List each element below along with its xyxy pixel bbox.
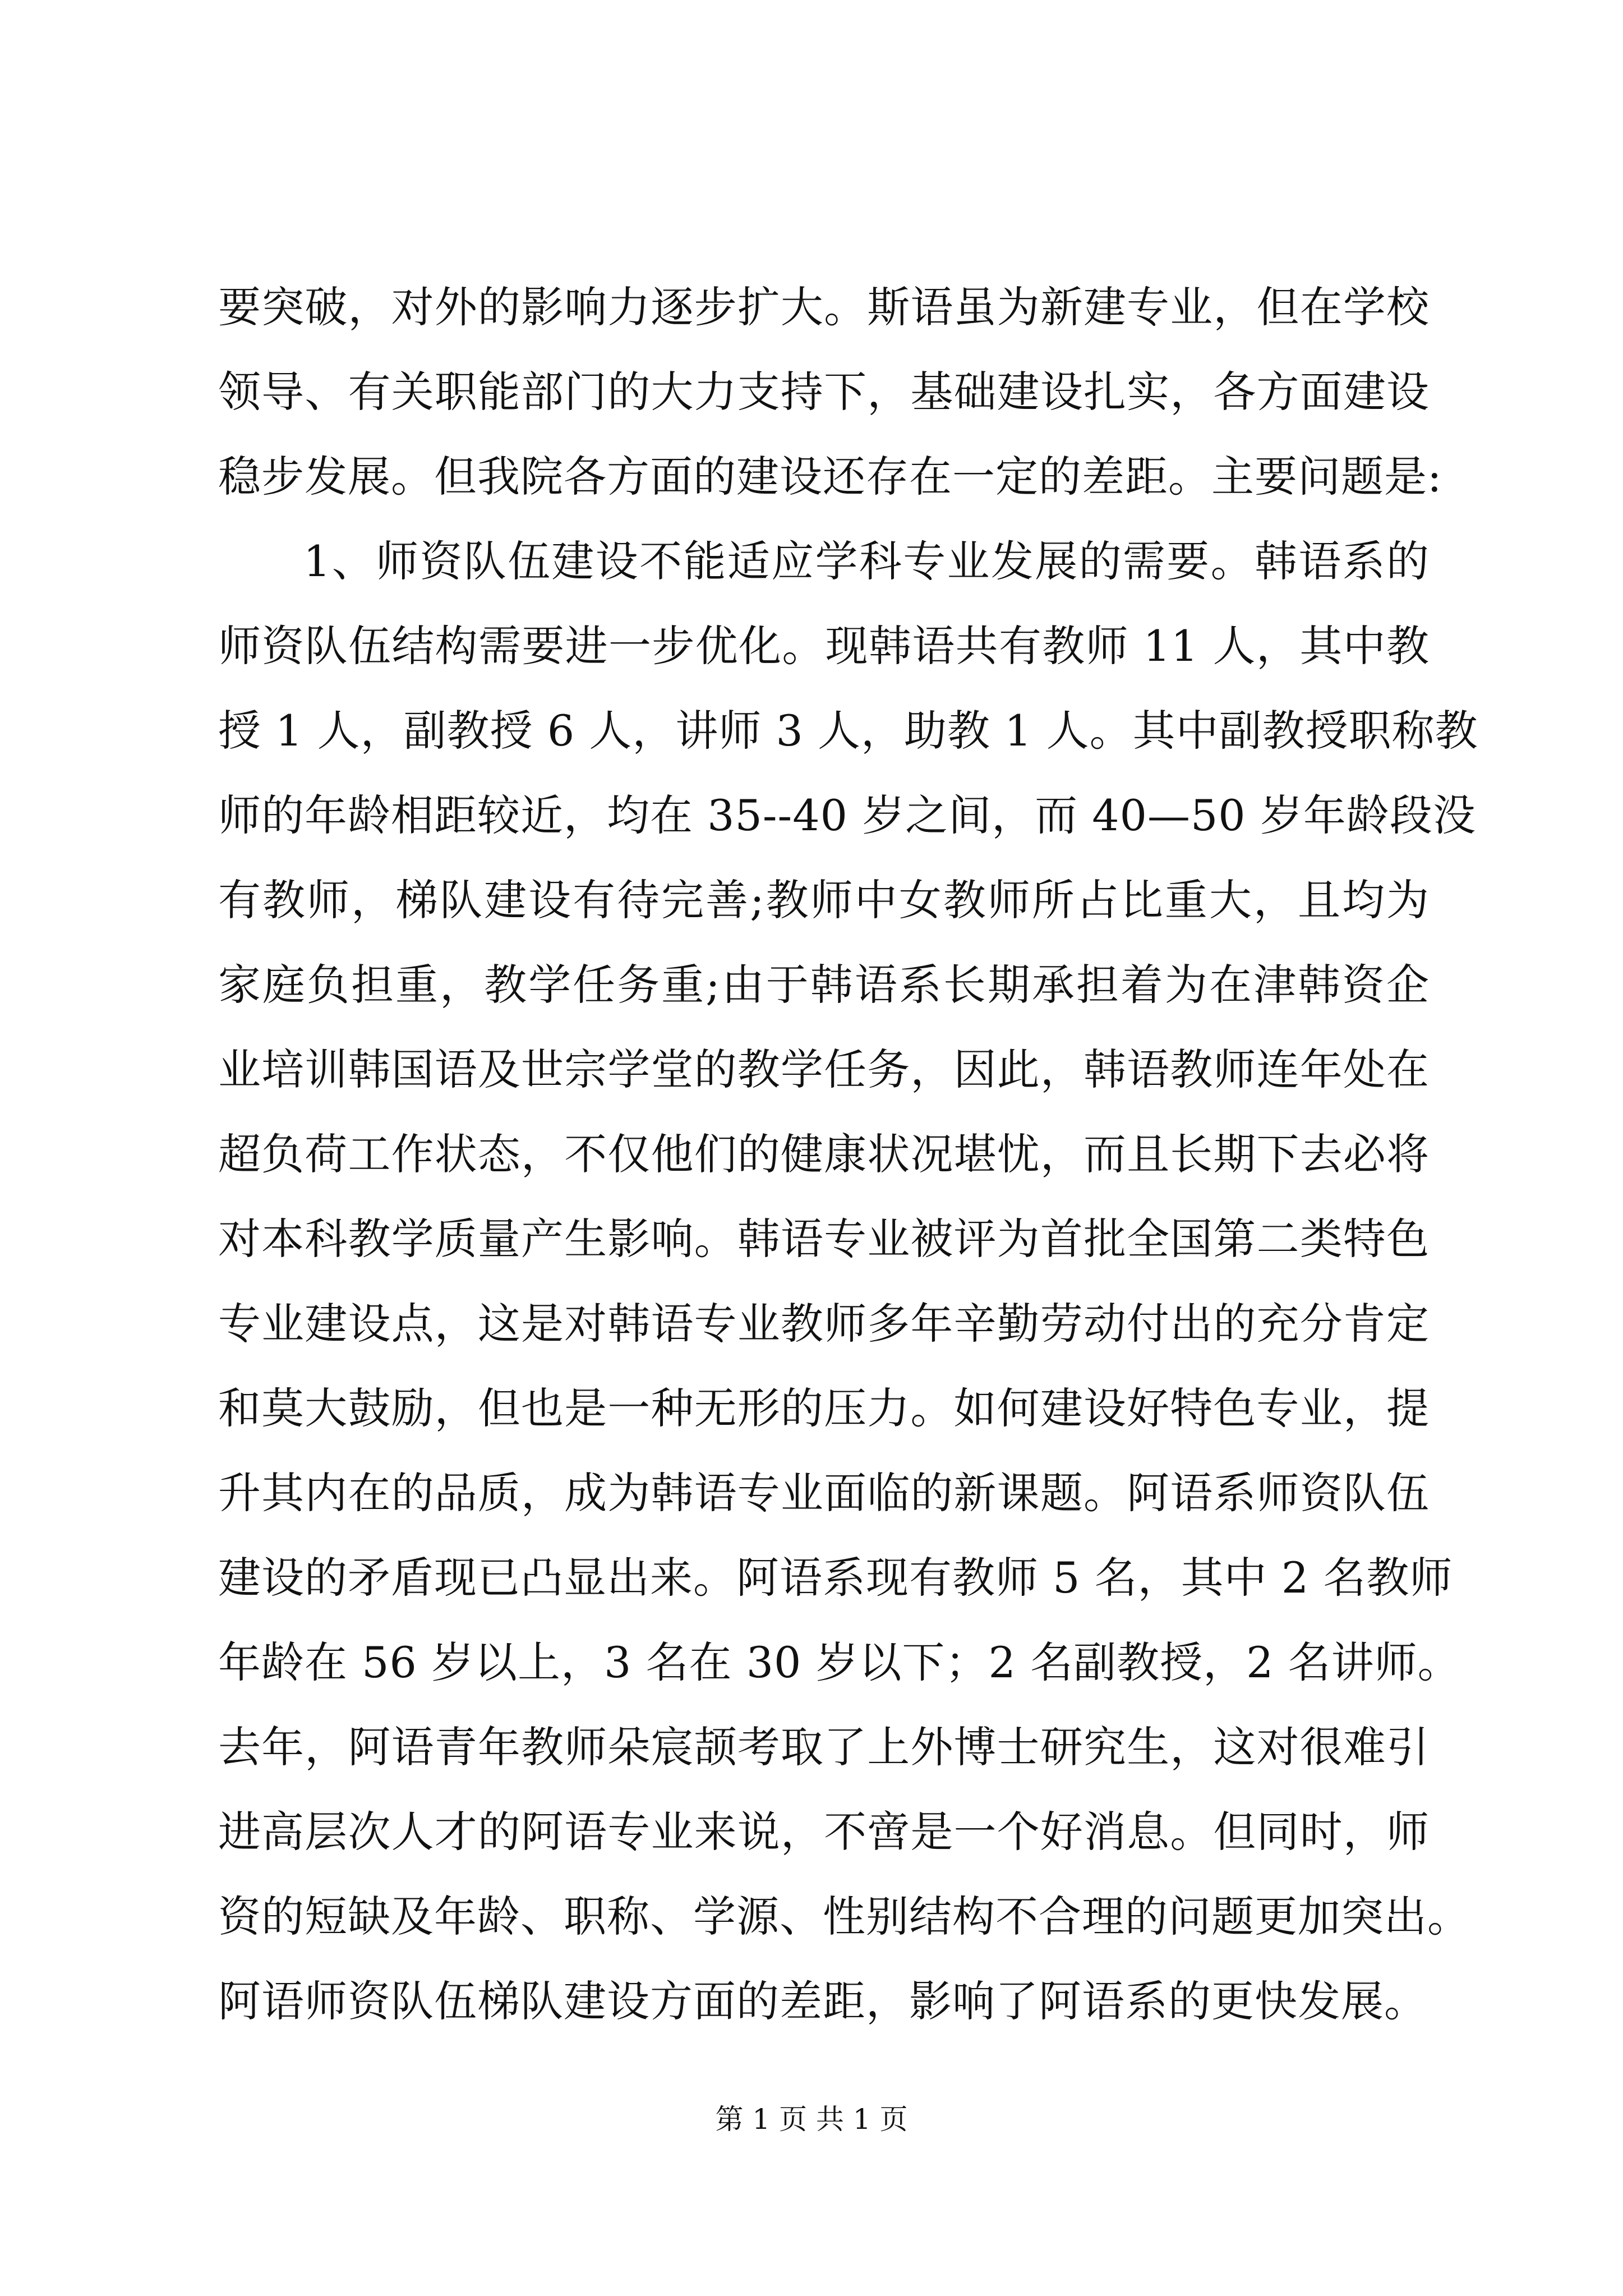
text-line: 业培训韩国语及世宗学堂的教学任务，因此，韩语教师连年处在 xyxy=(218,1045,1430,1094)
text-line: 对本科教学质量产生影响。韩语专业被评为首批全国第二类特色 xyxy=(218,1214,1430,1264)
text-line: 升其内在的品质，成为韩语专业面临的新课题。阿语系师资队伍 xyxy=(218,1468,1430,1518)
text-line: 去年，阿语青年教师朵宸颉考取了上外博士研究生，这对很难引 xyxy=(218,1722,1430,1772)
text-line: 稳步发展。但我院各方面的建设还存在一定的差距。主要问题是: xyxy=(218,452,1442,501)
text-line: 要突破，对外的影响力逐步扩大。斯语虽为新建专业，但在学校 xyxy=(218,282,1430,332)
text-line: 年龄在 56 岁以上，3 名在 30 岁以下；2 名副教授，2 名讲师。 xyxy=(218,1637,1461,1687)
text-line: 有教师，梯队建设有待完善;教师中女教师所占比重大，且均为 xyxy=(218,875,1430,925)
text-line: 师资队伍结构需要进一步优化。现韩语共有教师 11 人，其中教 xyxy=(218,621,1430,671)
text-line: 家庭负担重，教学任务重;由于韩语系长期承担着为在津韩资企 xyxy=(218,960,1430,1010)
text-line: 超负荷工作状态，不仅他们的健康状况堪忧，而且长期下去必将 xyxy=(218,1129,1430,1179)
text-line: 阿语师资队伍梯队建设方面的差距，影响了阿语系的更快发展。 xyxy=(218,1976,1427,2026)
text-line: 领导、有关职能部门的大力支持下，基础建设扎实，各方面建设 xyxy=(218,367,1430,417)
text-line: 专业建设点，这是对韩语专业教师多年辛勤劳动付出的充分肯定 xyxy=(218,1299,1430,1349)
page-number-footer: 第 1 页 共 1 页 xyxy=(715,2103,908,2136)
text-line: 资的短缺及年龄、职称、学源、性别结构不合理的问题更加突出。 xyxy=(218,1892,1470,1941)
text-line: 授 1 人，副教授 6 人，讲师 3 人，助教 1 人。其中副教授职称教 xyxy=(218,706,1478,756)
text-line: 和莫大鼓励，但也是一种无形的压力。如何建设好特色专业，提 xyxy=(218,1383,1430,1433)
paragraph-first-line: 1、师资队伍建设不能适应学科专业发展的需要。韩语系的 xyxy=(303,536,1430,586)
document-body xyxy=(218,265,1478,2044)
text-line: 师的年龄相距较近，均在 35--40 岁之间，而 40—50 岁年龄段没 xyxy=(218,790,1476,840)
text-line: 建设的矛盾现已凸显出来。阿语系现有教师 5 名，其中 2 名教师 xyxy=(218,1553,1453,1603)
text-line: 进高层次人才的阿语专业来说，不啻是一个好消息。但同时，师 xyxy=(218,1807,1430,1857)
